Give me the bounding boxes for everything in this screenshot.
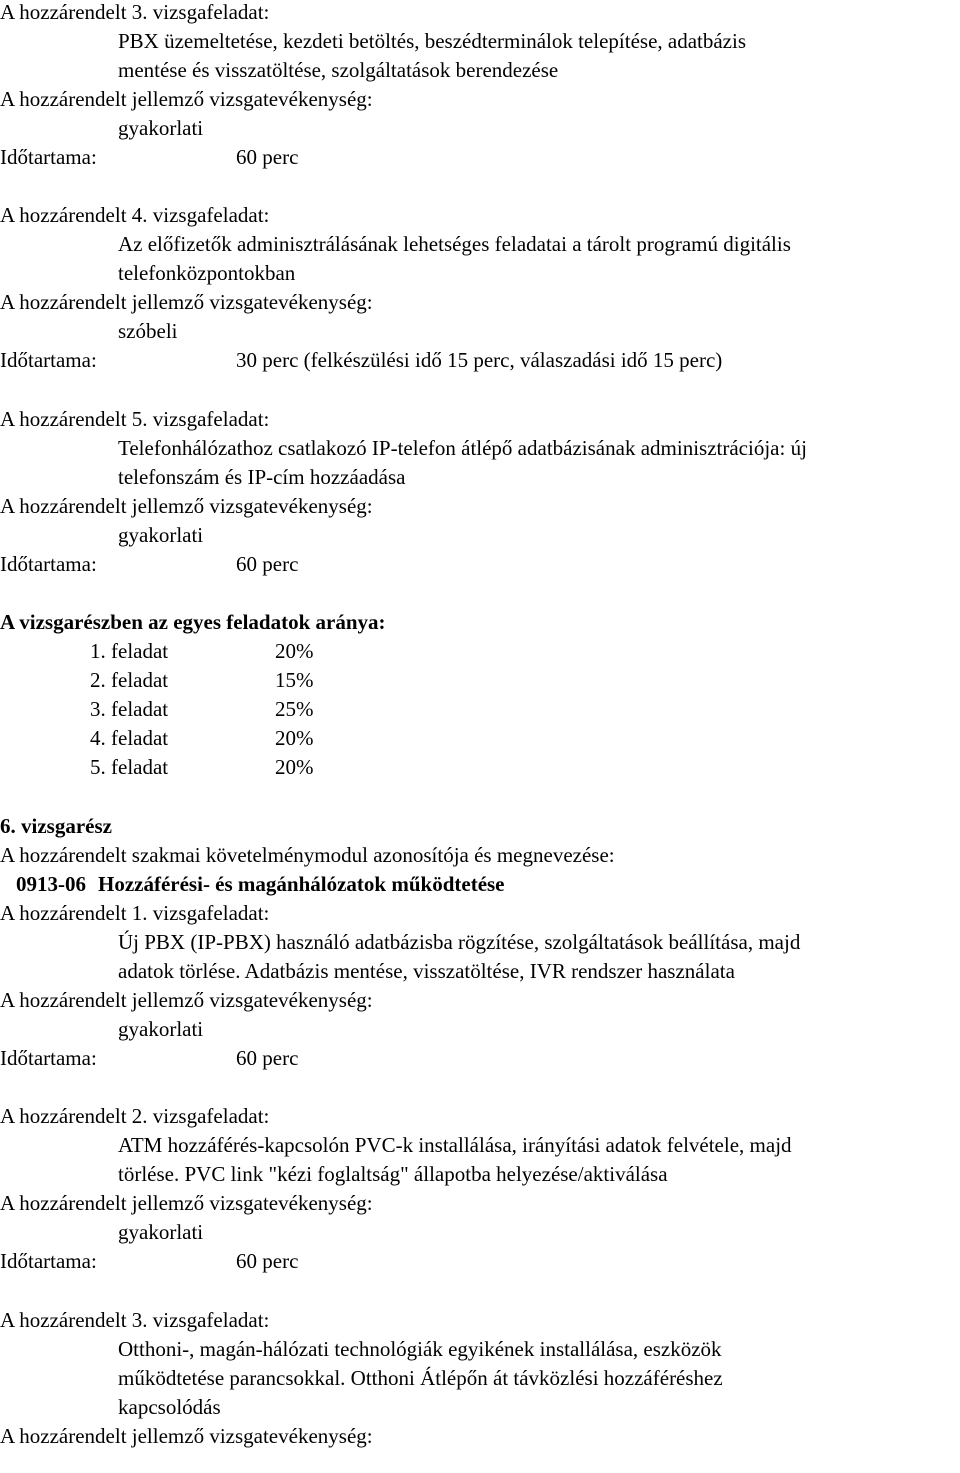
activity-value: szóbeli [118, 319, 178, 343]
ratio-row [90, 639, 350, 663]
task-description-line: telefonközpontokban [118, 261, 296, 285]
module-title [16, 872, 505, 896]
assigned-task-label: A hozzárendelt 5. vizsgafeladat: [0, 407, 270, 431]
ratio-percent: 20% [275, 755, 314, 779]
assigned-task-label: A hozzárendelt 2. vizsgafeladat: [0, 1104, 270, 1128]
activity-label: A hozzárendelt jellemző vizsgatevékenység: [0, 494, 373, 518]
activity-label: A hozzárendelt jellemző vizsgatevékenység: [0, 290, 373, 314]
module-code: 0913-06 [16, 872, 86, 896]
ratio-percent: 25% [275, 697, 314, 721]
ratio-task: 1. feladat [90, 639, 169, 663]
duration-value: 60 perc [236, 1046, 299, 1070]
activity-label: A hozzárendelt jellemző vizsgatevékenység: [0, 1424, 373, 1448]
assigned-task-label: A hozzárendelt 3. vizsgafeladat: [0, 1308, 270, 1332]
duration-label: Időtartama: [0, 348, 97, 372]
ratio-task: 5. feladat [90, 755, 169, 779]
duration-value: 60 perc [236, 1249, 299, 1273]
assigned-task-label: A hozzárendelt 1. vizsgafeladat: [0, 901, 270, 925]
task-description-line: Az előfizetők adminisztrálásának lehetséges feladatai a tárolt programú digitális [118, 232, 791, 256]
ratio-task: 2. feladat [90, 668, 169, 692]
duration-value: 60 perc [236, 145, 299, 169]
duration-value: 60 perc [236, 552, 299, 576]
module-name: Hozzáférési- és magánhálózatok működtetése [98, 872, 505, 896]
ratio-percent: 20% [275, 726, 314, 750]
duration-label: Időtartama: [0, 145, 97, 169]
ratio-row [90, 668, 350, 692]
task-description-line: adatok törlése. Adatbázis mentése, visszatöltése, IVR rendszer használata [118, 959, 735, 983]
assigned-task-label: A hozzárendelt 4. vizsgafeladat: [0, 203, 270, 227]
assigned-task-label: A hozzárendelt 3. vizsgafeladat: [0, 0, 270, 24]
section-heading: 6. vizsgarész [0, 814, 112, 838]
module-label: A hozzárendelt szakmai követelménymodul azonosítója és megnevezése: [0, 843, 615, 867]
activity-value: gyakorlati [118, 1017, 204, 1041]
task-description-line: kapcsolódás [118, 1395, 221, 1419]
ratio-row [90, 755, 350, 779]
task-description-line: telefonszám és IP-cím hozzáadása [118, 465, 406, 489]
duration-label: Időtartama: [0, 1046, 97, 1070]
task-description-line: törlése. PVC link "kézi foglaltság" állapotba helyezése/aktiválása [118, 1162, 668, 1186]
ratio-heading: A vizsgarészben az egyes feladatok aránya: [0, 610, 386, 634]
ratio-task: 3. feladat [90, 697, 169, 721]
ratio-row [90, 697, 350, 721]
ratio-row [90, 726, 350, 750]
task-description-line: működtetése parancsokkal. Otthoni Átlépőn át távközlési hozzáféréshez [118, 1366, 723, 1390]
task-description-line: PBX üzemeltetése, kezdeti betöltés, beszédterminálok telepítése, adatbázis [118, 29, 747, 53]
ratio-percent: 20% [275, 639, 314, 663]
task-description-line: Telefonhálózathoz csatlakozó IP-telefon átlépő adatbázisának adminisztrációja: új [118, 436, 807, 460]
task-description-line: Otthoni-, magán-hálózati technológiák egyikének installálása, eszközök [118, 1337, 722, 1361]
task-description-line: mentése és visszatöltése, szolgáltatások berendezése [118, 58, 559, 82]
activity-label: A hozzárendelt jellemző vizsgatevékenység: [0, 1191, 373, 1215]
activity-label: A hozzárendelt jellemző vizsgatevékenység: [0, 988, 373, 1012]
duration-label: Időtartama: [0, 1249, 97, 1273]
activity-value: gyakorlati [118, 116, 204, 140]
duration-value: 30 perc (felkészülési idő 15 perc, válaszadási idő 15 perc) [236, 348, 723, 372]
ratio-percent: 15% [275, 668, 314, 692]
task-description-line: ATM hozzáférés-kapcsolón PVC-k installálása, irányítási adatok felvétele, majd [118, 1133, 792, 1157]
activity-value: gyakorlati [118, 523, 204, 547]
activity-value: gyakorlati [118, 1220, 204, 1244]
activity-label: A hozzárendelt jellemző vizsgatevékenység: [0, 87, 373, 111]
task-description-line: Új PBX (IP-PBX) használó adatbázisba rögzítése, szolgáltatások beállítása, majd [118, 930, 801, 954]
duration-label: Időtartama: [0, 552, 97, 576]
ratio-task: 4. feladat [90, 726, 169, 750]
